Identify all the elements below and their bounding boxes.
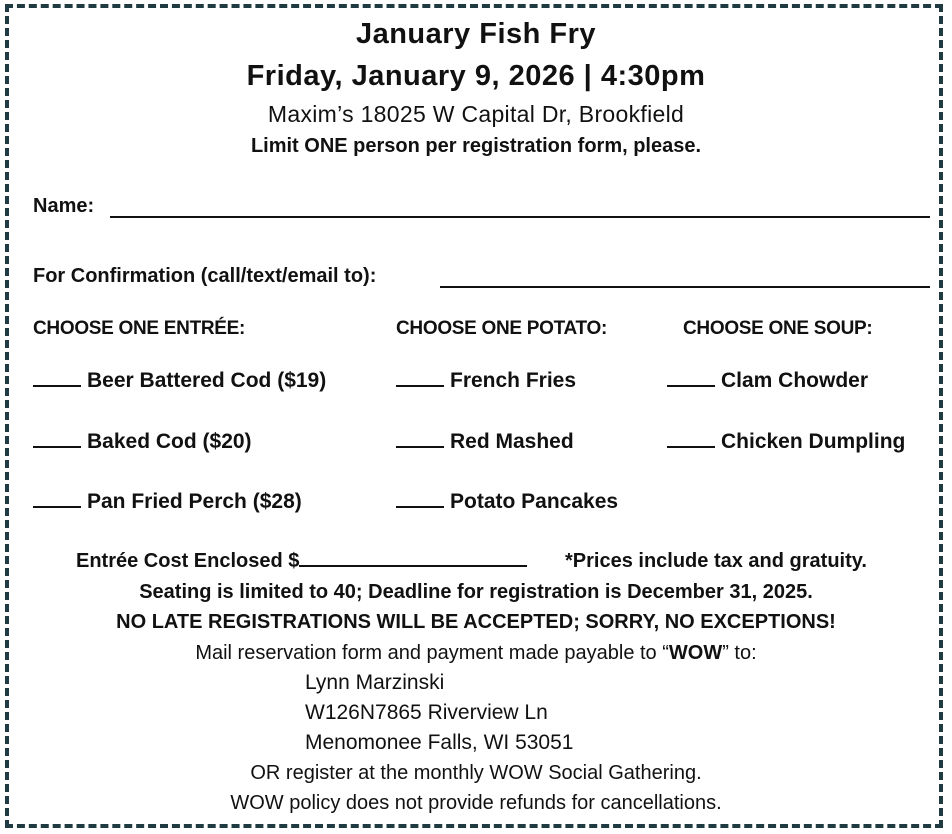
confirmation-field[interactable]: [440, 286, 930, 288]
refund-policy: WOW policy does not provide refunds for cancellations.: [230, 792, 722, 814]
mail-instructions: Mail reservation form and payment made payable to “WOW” to:: [195, 642, 757, 664]
soup-heading: CHOOSE ONE SOUP:: [683, 318, 873, 339]
name-label: Name:: [33, 195, 95, 217]
event-location: Maxim’s 18025 W Capital Dr, Brookfield: [267, 101, 685, 127]
address-street: W126N7865 Riverview Ln: [305, 701, 548, 724]
cost-label: Entrée Cost Enclosed $: [76, 550, 300, 572]
entree-option[interactable]: Baked Cod ($20): [33, 430, 252, 454]
potato-option[interactable]: Potato Pancakes: [396, 490, 618, 514]
late-notice: NO LATE REGISTRATIONS WILL BE ACCEPTED; SORRY, NO EXCEPTIONS!: [116, 611, 836, 633]
event-title: January Fish Fry: [355, 18, 597, 50]
confirmation-label: For Confirmation (call/text/email to):: [33, 265, 377, 287]
potato-blank[interactable]: [396, 385, 444, 387]
address-city: Menomonee Falls, WI 53051: [305, 731, 574, 754]
entree-blank[interactable]: [33, 446, 81, 448]
cost-note: *Prices include tax and gratuity.: [565, 550, 867, 572]
potato-option[interactable]: Red Mashed: [396, 430, 574, 454]
entree-blank[interactable]: [33, 506, 81, 508]
potato-heading: CHOOSE ONE POTATO:: [396, 318, 608, 339]
address-name: Lynn Marzinski: [305, 671, 445, 694]
name-field[interactable]: [110, 216, 930, 218]
soup-option[interactable]: Chicken Dumpling: [667, 430, 905, 454]
cost-field[interactable]: [299, 565, 527, 567]
potato-option[interactable]: French Fries: [396, 369, 576, 393]
payee-name: WOW: [668, 642, 723, 664]
soup-blank[interactable]: [667, 446, 715, 448]
potato-blank[interactable]: [396, 506, 444, 508]
potato-blank[interactable]: [396, 446, 444, 448]
seating-note: Seating is limited to 40; Deadline for registration is December 31, 2025.: [139, 581, 813, 603]
entree-option[interactable]: Beer Battered Cod ($19): [33, 369, 326, 393]
or-register-note: OR register at the monthly WOW Social Gathering.: [250, 762, 702, 784]
entree-blank[interactable]: [33, 385, 81, 387]
soup-option[interactable]: Clam Chowder: [667, 369, 868, 393]
limit-note: Limit ONE person per registration form, please.: [250, 135, 702, 157]
soup-blank[interactable]: [667, 385, 715, 387]
entree-heading: CHOOSE ONE ENTRÉE:: [33, 318, 246, 339]
event-date-time: Friday, January 9, 2026 | 4:30pm: [246, 60, 706, 92]
cost-line: [76, 550, 527, 573]
entree-option[interactable]: Pan Fried Perch ($28): [33, 490, 302, 514]
